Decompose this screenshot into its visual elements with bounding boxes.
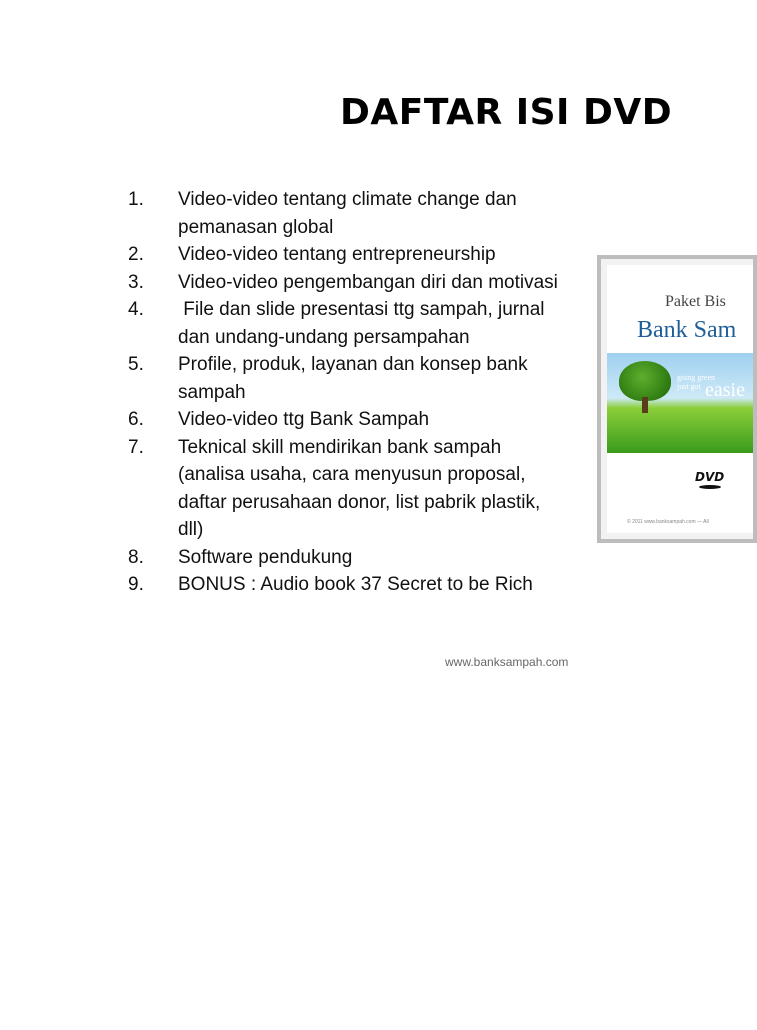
cover-tagline-line2: just got [677,382,701,391]
list-item-text: BONUS : Audio book 37 Secret to be Rich [178,574,533,595]
content-list [128,186,568,599]
list-item-text: Teknical skill mendirikan bank sampah (analisa usaha, cara menyusun proposal, daftar perusahaan donor, list pabrik plastik, dll) [178,436,541,540]
list-item-text: Video-video tentang climate change dan pemanasan global [178,189,517,238]
dvd-logo-disc-icon [699,485,721,489]
list-item [128,241,568,269]
list-item-text: Video-video ttg Bank Sampah [178,409,430,430]
cover-small-title: Paket Bis [665,293,726,310]
list-item [128,351,568,406]
list-item-number: 5. [128,354,144,375]
list-item-number: 7. [128,436,144,458]
cover-tagline-line1: going green [677,373,715,382]
list-item-text: Video-video tentang entrepreneurship [178,244,496,265]
list-item-number: 3. [128,271,144,293]
list-item [128,434,568,544]
list-item [128,544,568,572]
list-item-number: 9. [128,574,144,595]
list-item-text: Profile, produk, layanan dan konsep bank sampah [178,354,528,403]
list-item [128,186,568,241]
list-item-text: Software pendukung [178,546,353,568]
tree-trunk-icon [642,397,648,413]
cover-copyright: © 2011 www.banksampah.com — All [627,519,709,525]
list-item-number: 4. [128,299,144,320]
list-item [128,296,568,351]
list-item-text: File dan slide presentasi ttg sampah, jurnal dan undang-undang persampahan [178,299,550,348]
cover-tagline-big: easie [705,379,745,401]
list-item [128,571,568,599]
dvd-logo-icon: DVD [695,470,725,484]
list-item [128,406,568,434]
list-item-number: 6. [128,409,144,430]
cover-big-title: Bank Sam [637,317,737,343]
list-item-text: Video-video pengembangan diri dan motivasi [178,271,558,293]
dvd-cover-inner [607,265,753,533]
page-title: DAFTAR ISI DVD [340,92,673,133]
list-item-number: 8. [128,546,144,568]
tree-canopy-icon [619,361,671,401]
dvd-cover-image [597,255,757,543]
list-item-number: 1. [128,189,144,210]
list-item-number: 2. [128,244,144,265]
list-item [128,269,568,297]
footer-url: www.banksampah.com [445,655,569,669]
cover-landscape [607,353,753,453]
